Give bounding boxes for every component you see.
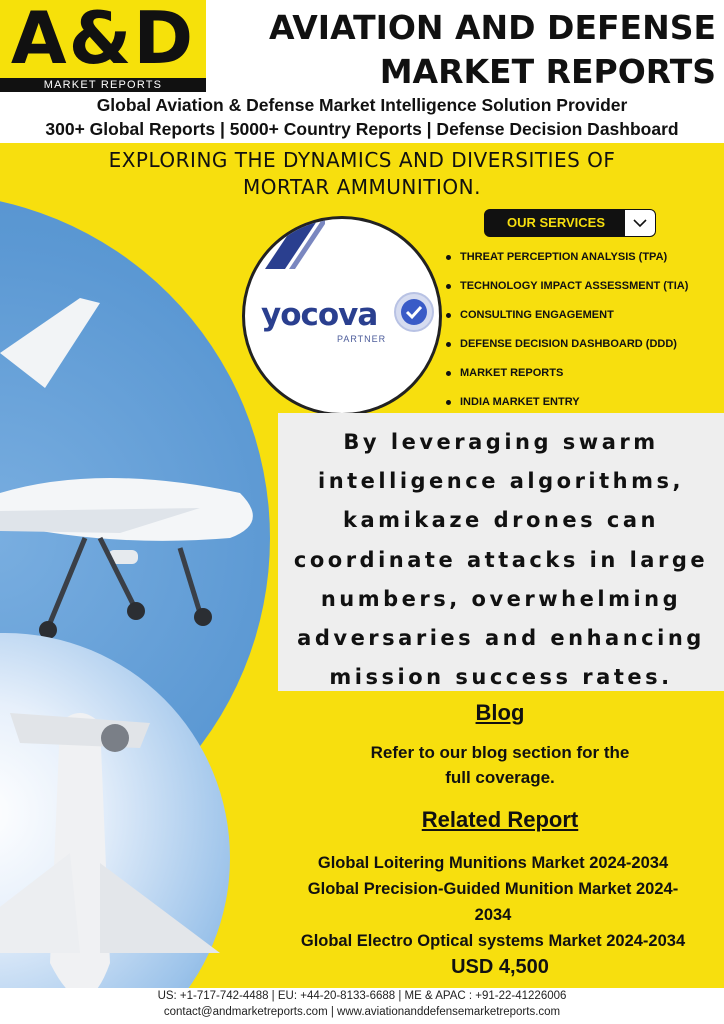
title-line-2: MARKET REPORTS: [379, 52, 716, 91]
chevron-down-icon[interactable]: [625, 210, 655, 236]
verified-check-icon: [393, 291, 435, 333]
blog-line-2: full coverage.: [445, 768, 555, 787]
our-services-label: OUR SERVICES: [506, 215, 605, 230]
page-title: [216, 6, 716, 94]
logo-text: A&D: [10, 0, 196, 80]
partner-label: PARTNER: [337, 334, 387, 344]
related-report-item[interactable]: Global Loitering Munitions Market 2024-2034: [317, 854, 669, 872]
service-item[interactable]: CONSULTING ENGAGEMENT: [444, 301, 724, 330]
loitering-munition-image: [0, 633, 230, 988]
service-item[interactable]: DEFENSE DECISION DASHBOARD (DDD): [444, 330, 724, 359]
tagline-line-2: 300+ Global Reports | 5000+ Country Reports | Defense Decision Dashboard: [45, 119, 679, 139]
footer: [0, 988, 724, 1024]
logo-subtitle: MARKET REPORTS: [43, 79, 163, 91]
our-services-dropdown[interactable]: [484, 209, 656, 237]
service-item[interactable]: MARKET REPORTS: [444, 359, 724, 388]
yocova-partner-badge[interactable]: [242, 216, 442, 416]
tagline: [0, 93, 724, 141]
heading-line-1: EXPLORING THE DYNAMICS AND DIVERSITIES OF: [108, 148, 616, 172]
service-item[interactable]: THREAT PERCEPTION ANALYSIS (TPA): [444, 243, 724, 272]
quote-box: [278, 413, 724, 691]
report-price: USD 4,500: [451, 956, 549, 978]
related-report-item[interactable]: Global Precision-Guided Munition Market 2024-: [307, 880, 679, 898]
service-item[interactable]: INDIA MARKET ENTRY: [444, 388, 724, 417]
content-area: [0, 143, 724, 988]
quote-text: By leveraging swarm intelligence algorithms, kamikaze drones can coordinate attacks in large numbers, overwhelming adversaries and enhancing mission success rates.: [293, 430, 709, 690]
stripe-decoration-icon: [265, 216, 325, 269]
brand-logo[interactable]: [0, 0, 206, 92]
services-list: [444, 243, 724, 417]
partner-name: yocova: [261, 297, 378, 333]
tagline-line-1: Global Aviation & Defense Market Intelligence Solution Provider: [96, 95, 628, 115]
related-report-item[interactable]: Global Electro Optical systems Market 2024-2034: [300, 932, 686, 950]
drone-photo-lower: [0, 633, 230, 988]
heading-line-2: MORTAR AMMUNITION.: [243, 175, 481, 199]
title-line-1: AVIATION AND DEFENSE: [268, 8, 716, 47]
footer-phone-numbers: US: +1-717-742-4488 | EU: +44-20-8133-6688 | ME & APAC : +91-22-41226006: [157, 990, 567, 1002]
related-report-list: [262, 850, 724, 954]
related-report-item[interactable]: 2034: [474, 906, 512, 924]
footer-contact-links[interactable]: contact@andmarketreports.com | www.aviationanddefensemarketreports.com: [163, 1006, 561, 1018]
main-heading: [20, 147, 704, 201]
blog-description: [300, 740, 700, 790]
blog-heading[interactable]: Blog: [475, 700, 525, 725]
related-report-heading[interactable]: Related Report: [421, 807, 579, 832]
service-item[interactable]: TECHNOLOGY IMPACT ASSESSMENT (TIA): [444, 272, 724, 301]
blog-line-1: Refer to our blog section for the: [370, 743, 630, 762]
